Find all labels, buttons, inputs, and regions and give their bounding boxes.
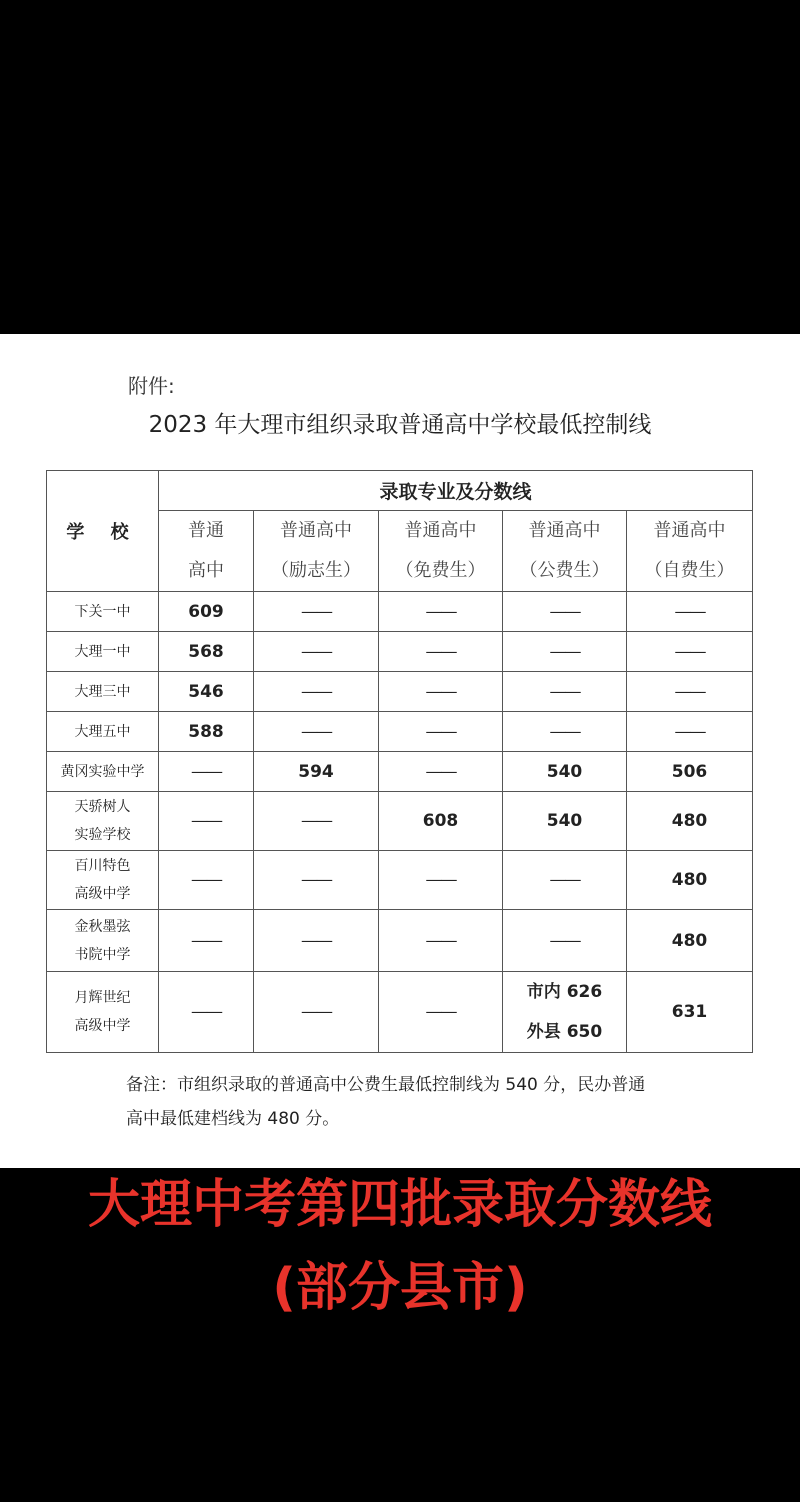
school-name: 月辉世纪 高级中学 bbox=[47, 972, 159, 1053]
score-table bbox=[46, 470, 753, 1053]
school-name: 大理五中 bbox=[47, 712, 159, 752]
note-line: 备注：市组织录取的普通高中公费生最低控制线为 540 分，民办普通 bbox=[126, 1075, 646, 1095]
score-cell: 631 bbox=[627, 972, 753, 1053]
score-cell: 594 bbox=[254, 752, 379, 792]
column-header: 普通高中 （自费生） bbox=[627, 511, 753, 592]
table-row bbox=[47, 910, 753, 972]
score-cell: —— bbox=[159, 851, 254, 910]
score-cell: 540 bbox=[503, 752, 627, 792]
note-line: 高中最低建档线为 480 分。 bbox=[126, 1109, 340, 1129]
caption-title: 大理中考第四批录取分数线 bbox=[87, 1175, 712, 1235]
table-row bbox=[47, 792, 753, 851]
column-header: 普通 高中 bbox=[159, 511, 254, 592]
school-name: 天骄树人 实验学校 bbox=[47, 792, 159, 851]
score-cell: 609 bbox=[159, 592, 254, 632]
score-cell: 568 bbox=[159, 632, 254, 672]
caption-subtitle: (部分县市) bbox=[272, 1258, 528, 1318]
attachment-label: 附件: bbox=[128, 374, 175, 398]
table-row bbox=[47, 712, 753, 752]
score-cell: 588 bbox=[159, 712, 254, 752]
column-header: 普通高中 （励志生） bbox=[254, 511, 379, 592]
score-cell: —— bbox=[159, 910, 254, 972]
score-cell: —— bbox=[379, 672, 503, 712]
score-cell: —— bbox=[627, 632, 753, 672]
document-title: 2023 年大理市组织录取普通高中学校最低控制线 bbox=[148, 412, 652, 438]
table-row bbox=[47, 592, 753, 632]
score-cell: —— bbox=[627, 672, 753, 712]
score-cell: —— bbox=[379, 851, 503, 910]
table-row bbox=[47, 632, 753, 672]
score-cell: —— bbox=[379, 632, 503, 672]
score-cell: 480 bbox=[627, 910, 753, 972]
score-cell: 480 bbox=[627, 792, 753, 851]
score-cell: —— bbox=[254, 712, 379, 752]
score-cell: —— bbox=[379, 752, 503, 792]
score-cell: —— bbox=[254, 672, 379, 712]
score-cell: —— bbox=[254, 851, 379, 910]
score-cell: —— bbox=[254, 972, 379, 1053]
score-cell: —— bbox=[627, 712, 753, 752]
score-cell: —— bbox=[379, 910, 503, 972]
score-cell: —— bbox=[627, 592, 753, 632]
score-cell: —— bbox=[159, 972, 254, 1053]
score-cell: —— bbox=[254, 910, 379, 972]
score-cell: 540 bbox=[503, 792, 627, 851]
score-cell: —— bbox=[159, 752, 254, 792]
table-row bbox=[47, 851, 753, 910]
school-name: 金秋墨弦 书院中学 bbox=[47, 910, 159, 972]
column-header: 普通高中 （免费生） bbox=[379, 511, 503, 592]
score-cell: 市内 626 外县 650 bbox=[503, 972, 627, 1053]
score-cell: —— bbox=[503, 712, 627, 752]
document-sheet bbox=[0, 334, 800, 1168]
score-cell: —— bbox=[503, 632, 627, 672]
table-row bbox=[47, 672, 753, 712]
school-name: 大理一中 bbox=[47, 632, 159, 672]
score-cell: —— bbox=[379, 592, 503, 632]
table-row bbox=[47, 752, 753, 792]
score-cell: 480 bbox=[627, 851, 753, 910]
score-cell: —— bbox=[379, 712, 503, 752]
score-cell: 546 bbox=[159, 672, 254, 712]
school-column-header: 学 校 bbox=[47, 471, 159, 592]
score-cell: —— bbox=[503, 910, 627, 972]
school-name: 下关一中 bbox=[47, 592, 159, 632]
score-cell: —— bbox=[379, 972, 503, 1053]
score-cell: —— bbox=[159, 792, 254, 851]
school-name: 大理三中 bbox=[47, 672, 159, 712]
score-cell: —— bbox=[503, 672, 627, 712]
column-header: 普通高中 （公费生） bbox=[503, 511, 627, 592]
score-cell: —— bbox=[503, 851, 627, 910]
school-name: 百川特色 高级中学 bbox=[47, 851, 159, 910]
school-name: 黄冈实验中学 bbox=[47, 752, 159, 792]
score-cell: —— bbox=[503, 592, 627, 632]
table-row bbox=[47, 972, 753, 1053]
score-cell: —— bbox=[254, 632, 379, 672]
score-cell: 506 bbox=[627, 752, 753, 792]
score-cell: 608 bbox=[379, 792, 503, 851]
score-cell: —— bbox=[254, 792, 379, 851]
group-header: 录取专业及分数线 bbox=[159, 471, 753, 511]
note bbox=[126, 1068, 766, 1136]
score-cell: —— bbox=[254, 592, 379, 632]
